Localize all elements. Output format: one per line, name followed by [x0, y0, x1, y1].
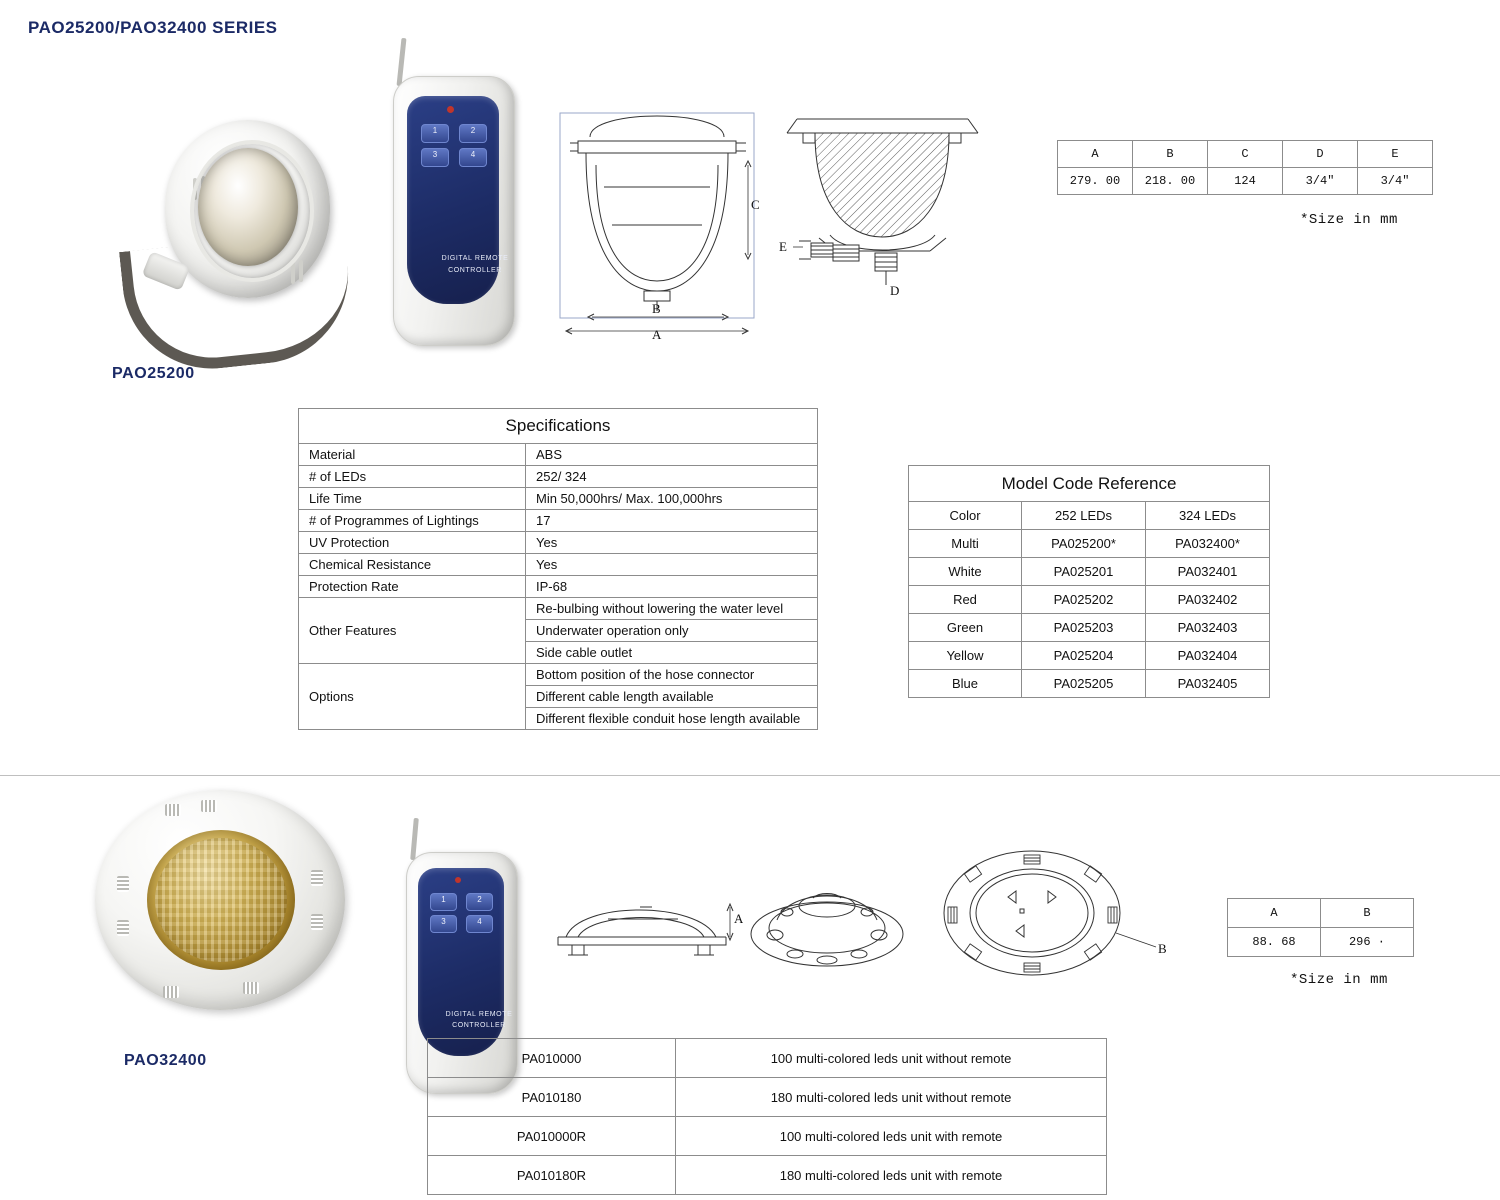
model-252-green: PA025203: [1022, 614, 1146, 642]
dim-header-e: E: [1358, 141, 1433, 168]
dim-value-c: 124: [1208, 168, 1283, 195]
table-row: [299, 510, 818, 532]
remote-button-1[interactable]: 1: [421, 124, 449, 143]
dim-header-a: A: [1058, 141, 1133, 168]
table-row: [299, 598, 818, 620]
remote-control-top: [385, 38, 520, 343]
unit-list-table: [427, 1038, 1107, 1195]
lamp-vent-icon: [243, 982, 259, 994]
lamp-lens: [198, 148, 298, 266]
table-row-header: [1058, 141, 1433, 168]
spec-label-programmes: # of Programmes of Lightings: [299, 510, 526, 532]
table-row-title: [299, 409, 818, 444]
table-row: [428, 1156, 1107, 1195]
unit-desc-4: 180 multi-colored leds unit with remote: [676, 1156, 1107, 1195]
model-324-multi: PA032400*: [1146, 530, 1270, 558]
spec-label-chemical: Chemical Resistance: [299, 554, 526, 576]
dim-header-c: C: [1208, 141, 1283, 168]
spec-value-chemical: Yes: [526, 554, 818, 576]
model-324-green: PA032403: [1146, 614, 1270, 642]
dimension-note-bottom: *Size in mm: [1290, 972, 1388, 988]
lamp-vent-icon: [299, 260, 303, 282]
table-row: [909, 586, 1270, 614]
spec-value-programmes: 17: [526, 510, 818, 532]
table-row: [299, 466, 818, 488]
status-led-icon: [455, 877, 461, 883]
table-row: [909, 614, 1270, 642]
model-header-252: 252 LEDs: [1022, 502, 1146, 530]
model-color-green: Green: [909, 614, 1022, 642]
unit-desc-3: 100 multi-colored leds unit with remote: [676, 1117, 1107, 1156]
spec-value-other-3: Side cable outlet: [526, 642, 818, 664]
table-row: [1058, 168, 1433, 195]
table-row: [909, 642, 1270, 670]
remote-keypad-panel: [418, 868, 513, 1056]
spec-value-other-1: Re-bulbing without lowering the water level: [526, 598, 818, 620]
model-label-bottom: PAO32400: [124, 1052, 207, 1069]
product-photo-pao32400: [95, 790, 355, 1020]
dimension-table-top: [1057, 140, 1433, 195]
lamp-vent-icon: [165, 804, 181, 816]
table-row: [299, 532, 818, 554]
model-label-top: PAO25200: [112, 365, 195, 382]
callout-a: A: [652, 327, 662, 340]
spec-value-leds: 252/ 324: [526, 466, 818, 488]
dim-value-a: 88. 68: [1228, 928, 1321, 957]
dim-value-e: 3/4″: [1358, 168, 1433, 195]
dimension-note-top: *Size in mm: [1300, 212, 1398, 228]
spec-label-protection: Protection Rate: [299, 576, 526, 598]
dim-value-b: 218. 00: [1133, 168, 1208, 195]
spec-label-uv: UV Protection: [299, 532, 526, 554]
callout-a: A: [734, 911, 743, 926]
lamp-vent-icon: [311, 870, 323, 886]
model-252-white: PA025201: [1022, 558, 1146, 586]
spec-value-option-1: Bottom position of the hose connector: [526, 664, 818, 686]
dim-header-a: A: [1228, 899, 1321, 928]
dim-header-d: D: [1283, 141, 1358, 168]
spec-label-leds: # of LEDs: [299, 466, 526, 488]
antenna-icon: [410, 818, 419, 860]
model-color-blue: Blue: [909, 670, 1022, 698]
table-row: [428, 1039, 1107, 1078]
remote-button-3[interactable]: 3: [421, 148, 449, 167]
remote-button-3[interactable]: 3: [430, 915, 457, 933]
drawing-iso-view-bottom: [745, 862, 910, 977]
remote-brand-line1: DIGITAL REMOTE: [441, 255, 509, 262]
dim-value-a: 279. 00: [1058, 168, 1133, 195]
page-title: PAO25200/PAO32400 SERIES: [28, 18, 278, 37]
spec-value-option-2: Different cable length available: [526, 686, 818, 708]
callout-b: B: [652, 301, 661, 316]
model-header-color: Color: [909, 502, 1022, 530]
callout-b: B: [1158, 941, 1167, 956]
unit-code-3: PA010000R: [428, 1117, 676, 1156]
model-code-title: Model Code Reference: [909, 466, 1270, 502]
product-photo-pao25200: [120, 110, 360, 350]
model-324-blue: PA032405: [1146, 670, 1270, 698]
spec-value-uv: Yes: [526, 532, 818, 554]
spec-label-options: Options: [299, 664, 526, 730]
spec-value-lifetime: Min 50,000hrs/ Max. 100,000hrs: [526, 488, 818, 510]
model-252-blue: PA025205: [1022, 670, 1146, 698]
dim-header-b: B: [1321, 899, 1414, 928]
callout-c: C: [751, 197, 760, 212]
table-row: [1228, 928, 1414, 957]
lamp-vent-icon: [163, 986, 179, 998]
remote-brand-line2: CONTROLLER: [448, 267, 502, 274]
table-row: [299, 554, 818, 576]
model-color-multi: Multi: [909, 530, 1022, 558]
drawing-section-view-top: [775, 105, 990, 300]
drawing-side-profile-bottom: [548, 885, 743, 975]
unit-code-2: PA010180: [428, 1078, 676, 1117]
model-code-reference-table: [908, 465, 1270, 698]
table-row: [428, 1117, 1107, 1156]
spec-value-other-2: Underwater operation only: [526, 620, 818, 642]
table-row-title: [909, 466, 1270, 502]
spec-value-protection: IP-68: [526, 576, 818, 598]
model-324-yellow: PA032404: [1146, 642, 1270, 670]
spec-label-lifetime: Life Time: [299, 488, 526, 510]
dim-value-d: 3/4″: [1283, 168, 1358, 195]
table-row: [909, 670, 1270, 698]
specifications-table: [298, 408, 818, 730]
callout-e: E: [779, 239, 787, 254]
table-row: [299, 664, 818, 686]
remote-button-1[interactable]: 1: [430, 893, 457, 911]
flat-lamp-lens: [147, 830, 295, 970]
unit-code-1: PA010000: [428, 1039, 676, 1078]
status-led-icon: [447, 106, 454, 113]
table-row-header: [1228, 899, 1414, 928]
model-252-red: PA025202: [1022, 586, 1146, 614]
table-row: [299, 444, 818, 466]
spec-value-material: ABS: [526, 444, 818, 466]
dim-value-b: 296 ·: [1321, 928, 1414, 957]
lamp-vent-icon: [117, 876, 129, 892]
drawing-face-view-bottom: [920, 845, 1170, 980]
spec-label-material: Material: [299, 444, 526, 466]
lamp-vent-icon: [117, 920, 129, 936]
drawing-front-view-top: [552, 105, 762, 340]
model-252-yellow: PA025204: [1022, 642, 1146, 670]
lamp-vent-icon: [201, 800, 217, 812]
remote-button-2[interactable]: 2: [459, 124, 487, 143]
remote-keypad-panel: [407, 96, 509, 304]
model-color-red: Red: [909, 586, 1022, 614]
remote-brand-line2: CONTROLLER: [452, 1022, 506, 1029]
unit-code-4: PA010180R: [428, 1156, 676, 1195]
remote-brand-line1: DIGITAL REMOTE: [445, 1011, 513, 1018]
dim-header-b: B: [1133, 141, 1208, 168]
specifications-title: Specifications: [299, 409, 818, 444]
remote-button-4[interactable]: 4: [459, 148, 487, 167]
unit-desc-1: 100 multi-colored leds unit without remote: [676, 1039, 1107, 1078]
lamp-vent-icon: [311, 914, 323, 930]
table-row: [428, 1078, 1107, 1117]
model-color-white: White: [909, 558, 1022, 586]
remote-button-4[interactable]: 4: [466, 915, 493, 933]
spec-label-other-features: Other Features: [299, 598, 526, 664]
table-row-header: [909, 502, 1270, 530]
remote-button-2[interactable]: 2: [466, 893, 493, 911]
table-row: [909, 558, 1270, 586]
table-row: [299, 576, 818, 598]
table-row: [909, 530, 1270, 558]
model-324-white: PA032401: [1146, 558, 1270, 586]
callout-d: D: [890, 283, 900, 298]
spec-value-option-3: Different flexible conduit hose length available: [526, 708, 818, 730]
model-header-324: 324 LEDs: [1146, 502, 1270, 530]
model-324-red: PA032402: [1146, 586, 1270, 614]
model-252-multi: PA025200*: [1022, 530, 1146, 558]
section-divider: [0, 775, 1500, 776]
unit-desc-2: 180 multi-colored leds unit without remote: [676, 1078, 1107, 1117]
dimension-table-bottom: [1227, 898, 1414, 957]
table-row: [299, 488, 818, 510]
model-color-yellow: Yellow: [909, 642, 1022, 670]
